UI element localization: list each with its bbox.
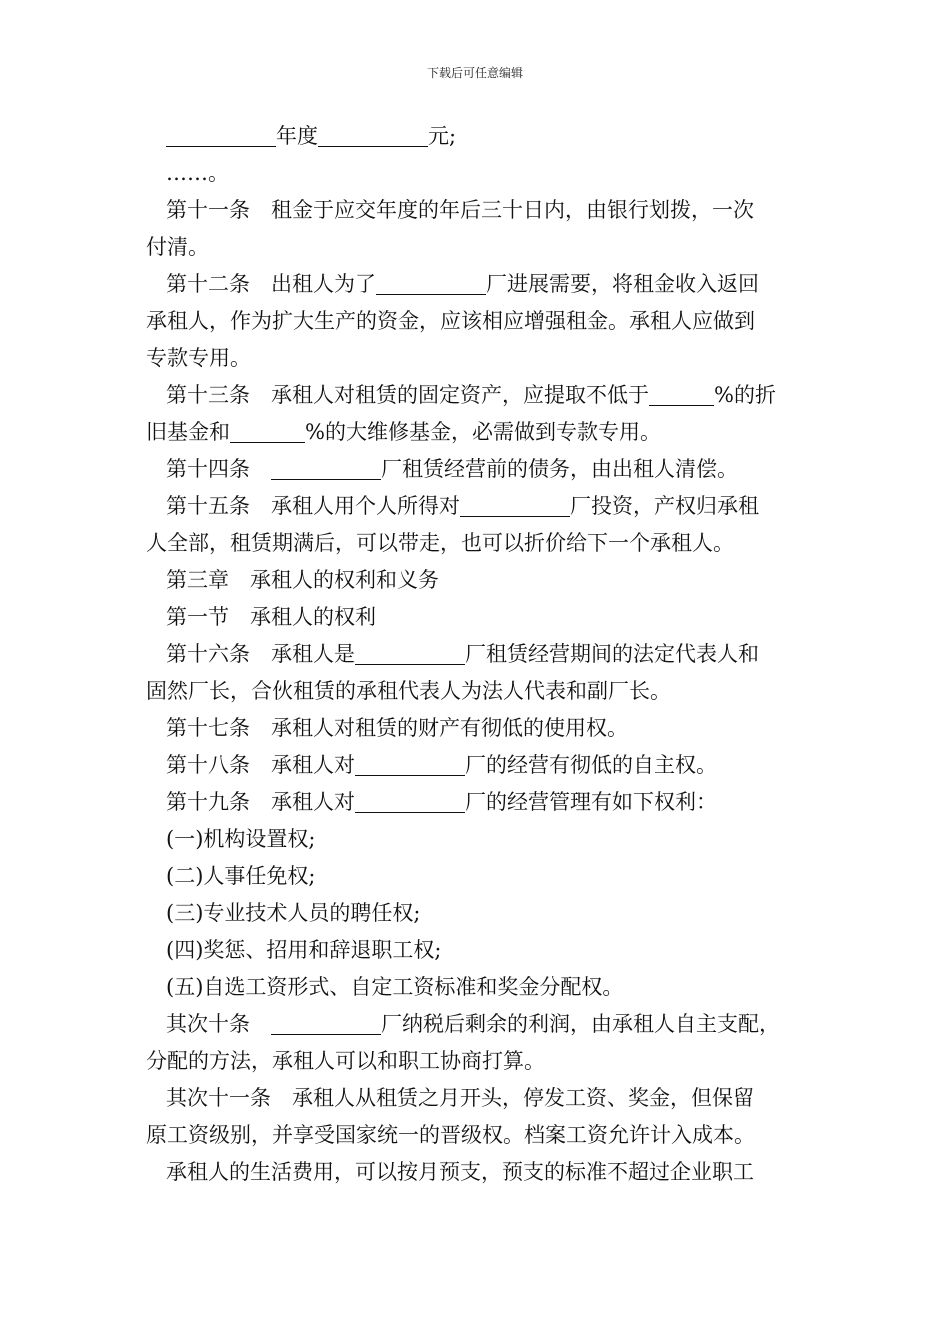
fill-blank [460,492,570,517]
article-12-cont: 专款专用。 [146,346,251,370]
article-15: 第十五条 承租人用个人所得对 厂投资，产权归承租 [166,494,759,518]
amount-line: 年度 元; [146,118,811,155]
article-20-cont: 分配的方法，承租人可以和职工协商打算。 [146,1049,545,1073]
fill-blank [649,381,714,406]
fill-blank [376,270,486,295]
fill-blank [271,1010,381,1035]
list-item: (二)人事任免权; [166,864,316,888]
article-11-cont: 付清。 [146,235,209,259]
list-item: (五)自选工资形式、自定工资标准和奖金分配权。 [166,975,624,999]
page-header: 下载后可任意编辑 [426,66,523,80]
article-19: 第十九条 承租人对 厂的经营管理有如下权利： [166,790,717,814]
fill-blank [355,788,465,813]
article-17: 第十七条 承租人对租赁的财产有彻低的使用权。 [166,716,628,740]
article-18: 第十八条 承租人对 厂的经营有彻低的自主权。 [166,753,717,777]
list-item: (四)奖惩、招用和辞退职工权; [166,938,442,962]
ellipsis-line: ……。 [166,161,229,185]
article-16: 第十六条 承租人是 厂租赁经营期间的法定代表人和 [166,642,759,666]
article-16-cont: 固然厂长，合伙租赁的承租代表人为法人代表和副厂长。 [146,679,671,703]
fill-blank [355,751,465,776]
article-12-cont: 承租人，作为扩大生产的资金，应该相应增强租金。承租人应做到 [146,309,755,333]
fill-blank [230,418,305,443]
article-20: 其次十条 厂纳税后剩余的利润，由承租人自主支配， [166,1012,780,1036]
article-15-cont: 人全部，租赁期满后，可以带走，也可以折价给下一个承租人。 [146,531,734,555]
article-21-cont: 原工资级别，并享受国家统一的晋级权。档案工资允许计入成本。 [146,1123,755,1147]
article-21-para: 承租人的生活费用，可以按月预支，预支的标准不超过企业职工 [166,1160,754,1184]
fill-blank [166,122,276,147]
article-13-cont: 旧基金和 %的大维修基金，必需做到专款专用。 [146,420,661,444]
section-heading: 第一节 承租人的权利 [166,605,376,629]
fill-blank [318,122,428,147]
article-21: 其次十一条 承租人从租赁之月开头，停发工资、奖金，但保留 [166,1086,754,1110]
fill-blank [355,640,465,665]
contract-body [146,118,811,1191]
article-13: 第十三条 承租人对租赁的固定资产，应提取不低于 %的折 [166,383,776,407]
fill-blank [271,455,381,480]
article-11: 第十一条 租金于应交年度的年后三十日内，由银行划拨，一次 [166,198,754,222]
list-item: (三)专业技术人员的聘任权; [166,901,421,925]
article-12: 第十二条 出租人为了 厂进展需要，将租金收入返回 [166,272,759,296]
list-item: (一)机构设置权; [166,827,316,851]
chapter-heading: 第三章 承租人的权利和义务 [166,568,439,592]
article-14: 第十四条 厂租赁经营前的债务，由出租人清偿。 [166,457,738,481]
